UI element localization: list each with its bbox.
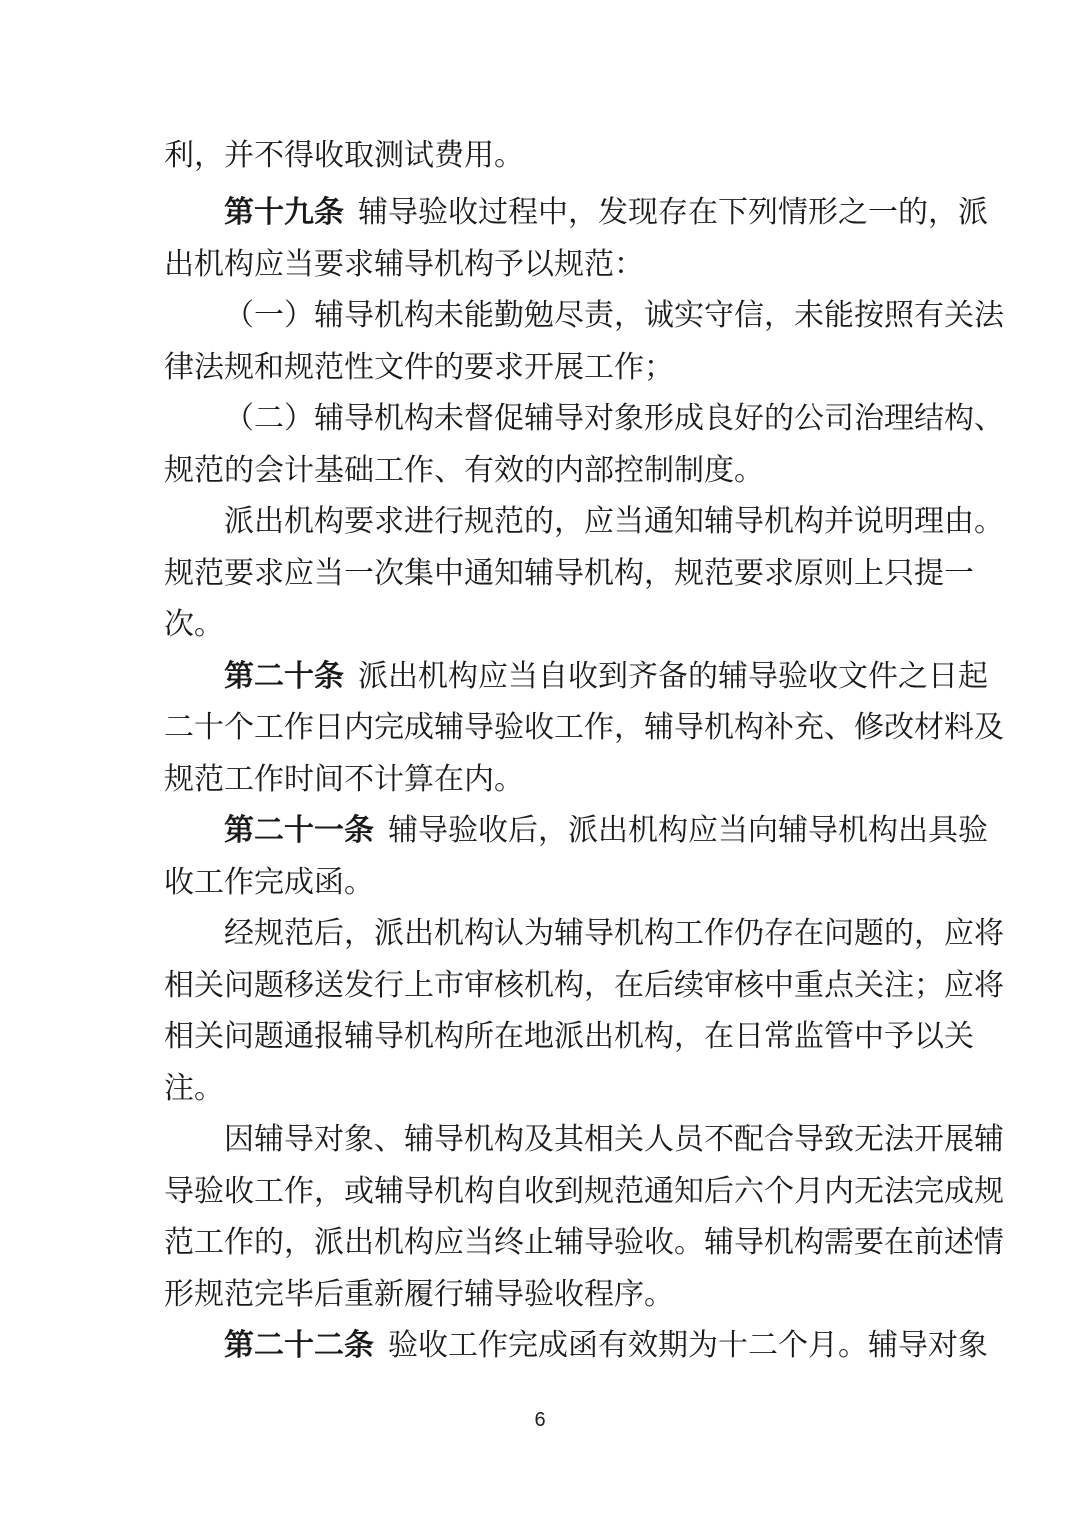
article-19-heading-line xyxy=(224,193,988,233)
text-line xyxy=(164,348,916,388)
line-text: 利，并不得收取测试费用。 xyxy=(164,138,524,173)
line-text: 收工作完成函。 xyxy=(164,865,374,900)
line-text: 经规范后，派出机构认为辅导机构工作仍存在问题的，应将 xyxy=(224,916,1004,951)
text-line xyxy=(164,1275,916,1315)
line-text: 规范工作时间不计算在内。 xyxy=(164,762,524,797)
line-text: 二十个工作日内完成辅导验收工作，辅导机构补充、修改材料及 xyxy=(164,710,1004,745)
line-text: 因辅导对象、辅导机构及其相关人员不配合导致无法开展辅 xyxy=(224,1122,1004,1157)
text-line xyxy=(164,863,916,903)
line-text: 派出机构应当自收到齐备的辅导验收文件之日起 xyxy=(358,659,988,694)
line-text: 相关问题通报辅导机构所在地派出机构，在日常监管中予以关 xyxy=(164,1019,974,1054)
line-text: 规范的会计基础工作、有效的内部控制制度。 xyxy=(164,453,764,488)
line-text: 范工作的，派出机构应当终止辅导验收。辅导机构需要在前述情 xyxy=(164,1225,1004,1260)
article-number: 第二十二条 xyxy=(224,1328,374,1363)
page-number: 6 xyxy=(534,1409,546,1431)
line-text: （一）辅导机构未能勤勉尽责，诚实守信，未能按照有关法 xyxy=(224,298,1004,333)
list-item-1-line xyxy=(224,296,1004,336)
line-text: 验收工作完成函有效期为十二个月。辅导对象 xyxy=(388,1328,988,1363)
text-line xyxy=(164,451,916,491)
paragraph-line xyxy=(224,502,1004,542)
line-text: 律法规和规范性文件的要求开展工作； xyxy=(164,350,674,385)
line-text: 注。 xyxy=(164,1071,224,1106)
article-number: 第十九条 xyxy=(224,195,344,230)
text-line xyxy=(164,708,1004,748)
text-line xyxy=(164,554,974,594)
text-line xyxy=(164,605,916,645)
line-text: 相关问题移送发行上市审核机构，在后续审核中重点关注；应将 xyxy=(164,968,1004,1003)
article-20-heading-line xyxy=(224,657,988,697)
line-text: 派出机构要求进行规范的，应当通知辅导机构并说明理由。 xyxy=(224,504,1004,539)
text-line xyxy=(164,1017,974,1057)
list-item-2-line xyxy=(224,399,1004,439)
line-text: 规范要求应当一次集中通知辅导机构，规范要求原则上只提一 xyxy=(164,556,974,591)
paragraph-line xyxy=(224,1120,1004,1160)
text-line xyxy=(164,1223,1004,1263)
text-line xyxy=(164,1172,1004,1212)
line-text: 辅导验收过程中，发现存在下列情形之一的，派 xyxy=(358,195,988,230)
line-text: 次。 xyxy=(164,607,224,642)
line-text: 出机构应当要求辅导机构予以规范： xyxy=(164,247,644,282)
text-line xyxy=(164,760,916,800)
line-text: 形规范完毕后重新履行辅导验收程序。 xyxy=(164,1277,674,1312)
text-line xyxy=(164,245,916,285)
article-21-heading-line xyxy=(224,811,988,851)
text-line xyxy=(164,966,1004,1006)
line-text: 导验收工作，或辅导机构自收到规范通知后六个月内无法完成规 xyxy=(164,1174,1004,1209)
line-text: 辅导验收后，派出机构应当向辅导机构出具验 xyxy=(388,813,988,848)
text-line xyxy=(164,1069,916,1109)
article-number: 第二十一条 xyxy=(224,813,374,848)
paragraph-line xyxy=(224,914,1004,954)
article-number: 第二十条 xyxy=(224,659,344,694)
article-22-heading-line xyxy=(224,1326,988,1366)
line-text: （二）辅导机构未督促辅导对象形成良好的公司治理结构、 xyxy=(224,401,1004,436)
text-line xyxy=(164,136,916,176)
